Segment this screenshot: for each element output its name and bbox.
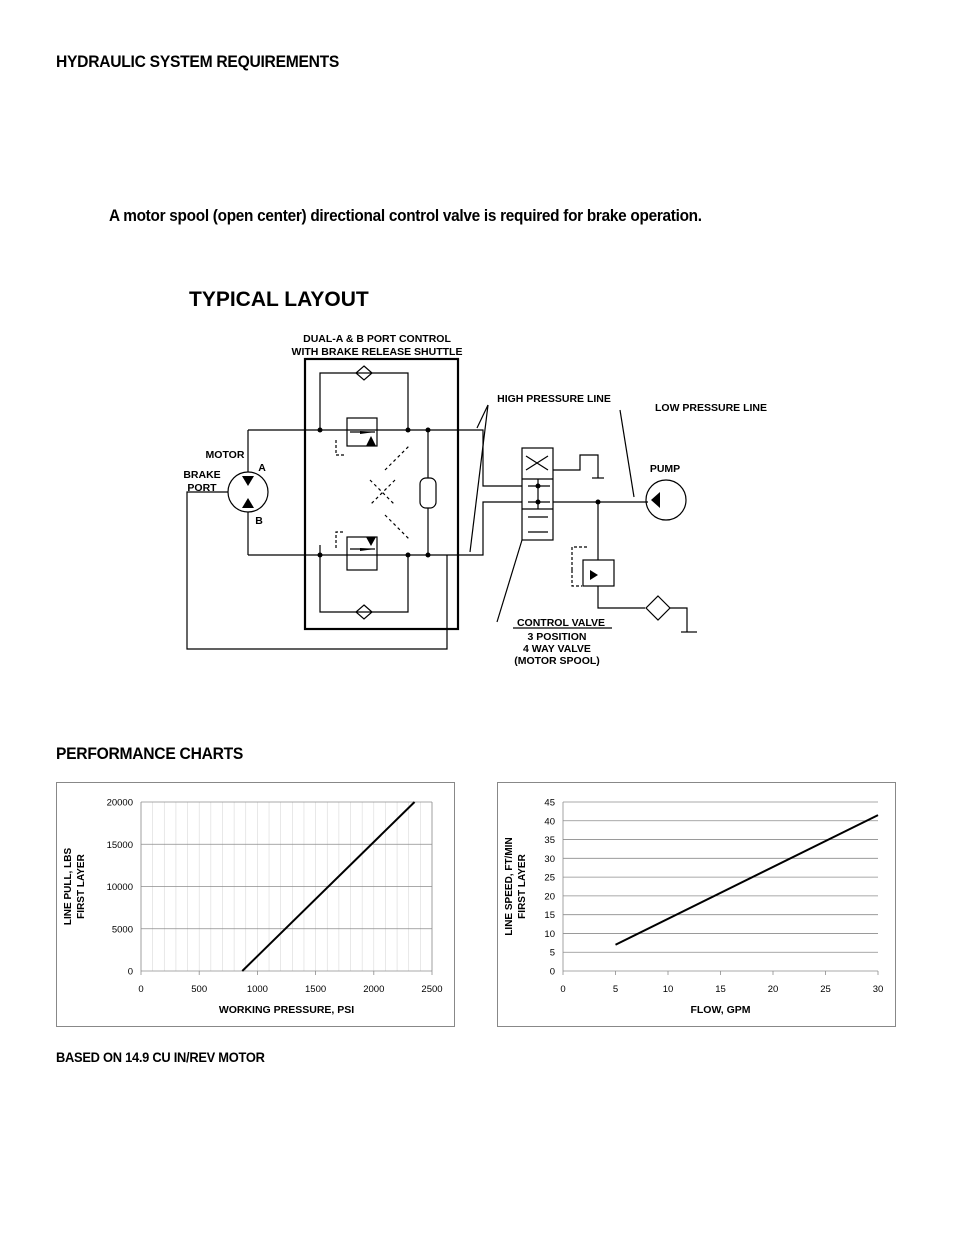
y-axis-label: FIRST LAYER [517, 854, 528, 919]
section-title: HYDRAULIC SYSTEM REQUIREMENTS [56, 52, 340, 71]
y-tick-label: 0 [127, 966, 133, 978]
x-tick-label: 1500 [305, 984, 327, 995]
x-tick-label: 2500 [421, 984, 443, 995]
label-low-pressure: LOW PRESSURE LINE [654, 402, 768, 414]
y-tick-label: 10000 [106, 882, 133, 893]
label-dual-1: DUAL-A & B PORT CONTROL [303, 333, 451, 345]
y-tick-label: 20 [544, 891, 555, 903]
x-tick-label: 500 [191, 984, 208, 995]
x-tick-label: 30 [872, 984, 884, 995]
label-high-pressure: HIGH PRESSURE LINE [497, 393, 611, 405]
x-axis-label: WORKING PRESSURE, PSI [218, 1004, 355, 1016]
x-tick-label: 5 [612, 984, 619, 995]
y-tick-label: 40 [544, 816, 555, 828]
x-tick-label: 15 [715, 984, 726, 995]
y-axis-label: LINE PULL, LBS [63, 847, 74, 926]
x-tick-label: 1000 [246, 984, 268, 995]
label-pump: PUMP [649, 463, 681, 475]
y-tick-label: 30 [544, 853, 555, 865]
x-tick-label: 0 [560, 984, 566, 995]
line-speed-chart-svg [498, 783, 895, 1026]
label-port-a: A [258, 462, 266, 474]
label-dual-2: WITH BRAKE RELEASE SHUTTLE [291, 346, 463, 358]
x-tick-label: 20 [767, 984, 779, 995]
y-axis-label: FIRST LAYER [76, 854, 87, 919]
series-line [616, 815, 879, 945]
label-brake: BRAKE [183, 469, 221, 481]
hydraulic-schematic [180, 325, 768, 680]
label-cv-3: 4 WAY VALVE [523, 643, 591, 655]
y-tick-label: 15 [544, 910, 555, 922]
label-cv-4: (MOTOR SPOOL) [514, 655, 600, 667]
x-axis-label: FLOW, GPM [690, 1004, 751, 1016]
line-pull-chart-svg [57, 783, 454, 1026]
performance-title: PERFORMANCE CHARTS [56, 744, 244, 763]
pump-relief-valve-icon [583, 560, 614, 586]
footnote: BASED ON 14.9 CU IN/REV MOTOR [56, 1049, 265, 1065]
x-tick-label: 10 [662, 984, 674, 995]
layout-title: TYPICAL LAYOUT [189, 288, 369, 311]
y-tick-label: 15000 [106, 839, 133, 851]
y-tick-label: 45 [544, 797, 555, 809]
y-tick-label: 20000 [106, 797, 133, 809]
y-tick-label: 35 [544, 835, 555, 847]
y-tick-label: 0 [549, 966, 555, 978]
label-cv-2: 3 POSITION [527, 631, 587, 643]
y-tick-label: 10 [544, 928, 555, 940]
line-speed-chart [497, 782, 896, 1027]
y-tick-label: 5000 [111, 924, 133, 936]
y-tick-label: 5 [549, 947, 555, 959]
label-motor: MOTOR [205, 449, 245, 461]
requirement-text: A motor spool (open center) directional control valve is required for brake operation. [109, 207, 702, 225]
label-port-b: B [255, 515, 263, 527]
x-tick-label: 2000 [363, 984, 385, 995]
line-pull-chart [56, 782, 455, 1027]
y-axis-label: LINE SPEED, FT/MIN [504, 837, 515, 936]
label-control-valve: CONTROL VALVE [516, 617, 606, 629]
filter-icon [646, 596, 670, 620]
x-tick-label: 0 [138, 984, 144, 995]
x-tick-label: 25 [820, 984, 831, 995]
y-tick-label: 25 [544, 872, 555, 884]
label-port: PORT [187, 482, 217, 494]
shuttle-valve-icon [420, 478, 436, 508]
